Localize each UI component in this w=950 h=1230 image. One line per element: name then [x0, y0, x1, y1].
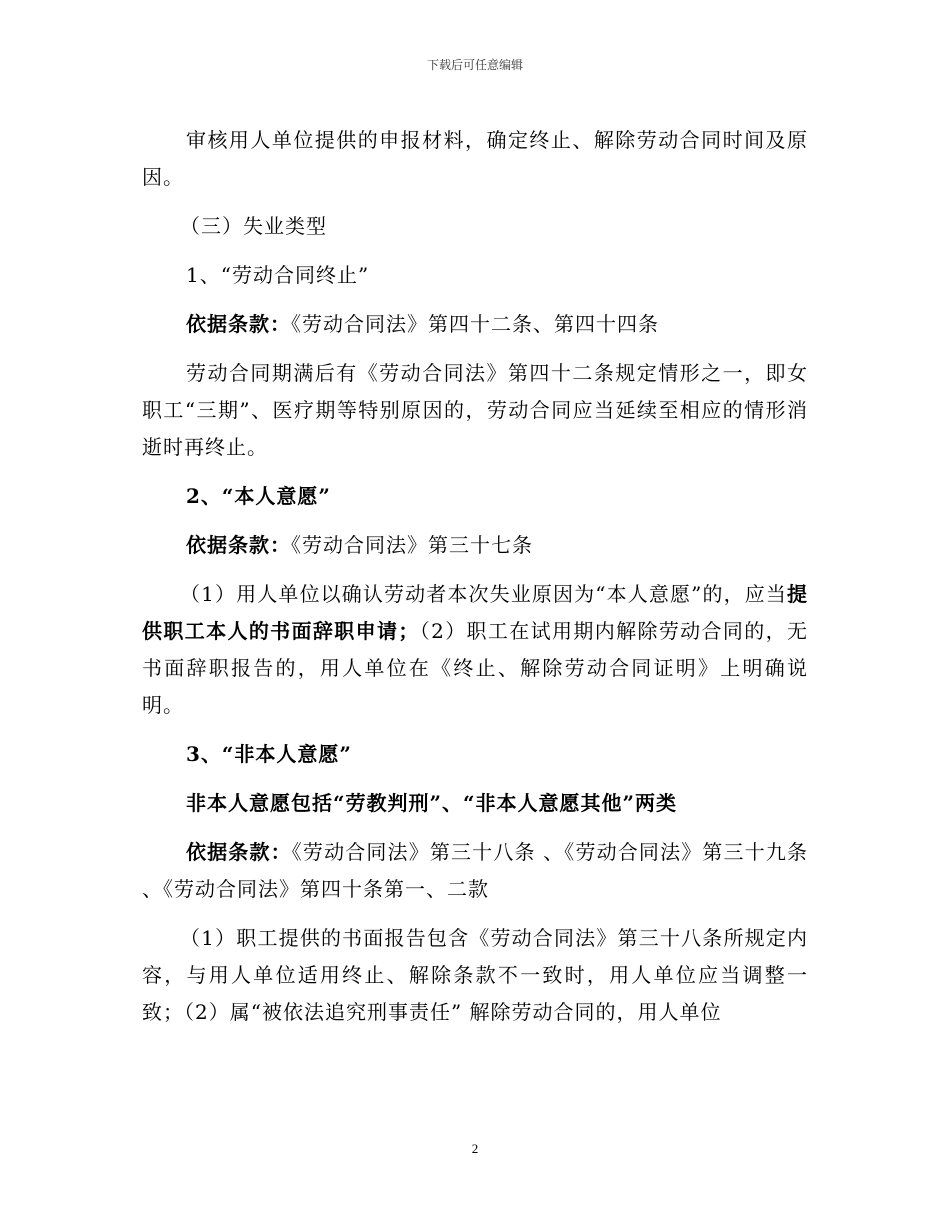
- basis-text: 《劳动合同法》第四十二条、第四十四条: [291, 312, 659, 336]
- explanation-part-2: （2）职工在试用期内解除劳动合同的，无书面辞职报告的，用人单位在《终止、解除劳动合同证明》上明确说明。: [142, 619, 809, 717]
- item-2-heading: 2、“本人意愿”: [186, 484, 331, 508]
- document-body: [142, 122, 808, 1043]
- item-3-subheading: 非本人意愿包括“劳教判刑”、“非本人意愿其他”两类: [186, 791, 678, 815]
- basis-text: 《劳动合同法》第三十七条: [291, 533, 533, 557]
- item-1-basis: [142, 306, 808, 343]
- item-1-heading: 1、“劳动合同终止”: [186, 263, 370, 287]
- page-number: 2: [471, 1141, 479, 1156]
- section-heading-unemployment-types: （三）失业类型: [180, 214, 327, 238]
- item-3-heading: 3、“非本人意愿”: [186, 742, 352, 766]
- basis-label: 依据条款：: [186, 312, 291, 336]
- item-2-explanation: [142, 576, 808, 724]
- explanation-part-1: （1）用人单位以确认劳动者本次失业原因为“本人意愿”的，应当: [180, 582, 787, 606]
- basis-label: 依据条款：: [186, 533, 291, 557]
- item-3-explanation: （1）职工提供的书面报告包含《劳动合同法》第三十八条所规定内容，与用人单位适用终止、解除条款不一致时，用人单位应当调整一致；（2）属“被依法追究刑事责任” 解除劳动合同的，用人单位: [142, 926, 808, 1024]
- basis-text: 《劳动合同法》第三十八条 、《劳动合同法》第三十九条 、《劳动合同法》第四十条第一、二款: [142, 840, 809, 901]
- paragraph-review-materials: 审核用人单位提供的申报材料，确定终止、解除劳动合同时间及原因。: [142, 128, 808, 189]
- page-header: 下载后可任意编辑: [426, 58, 523, 72]
- item-1-explanation: 劳动合同期满后有《劳动合同法》第四十二条规定情形之一，即女职工“三期”、医疗期等特别原因的，劳动合同应当延续至相应的情形消逝时再终止。: [142, 361, 808, 459]
- basis-label: 依据条款：: [186, 840, 292, 864]
- explanation-bold: 提供职工本人的书面辞职申请；: [142, 582, 808, 643]
- item-3-basis: [142, 834, 808, 908]
- item-2-basis: [142, 527, 808, 564]
